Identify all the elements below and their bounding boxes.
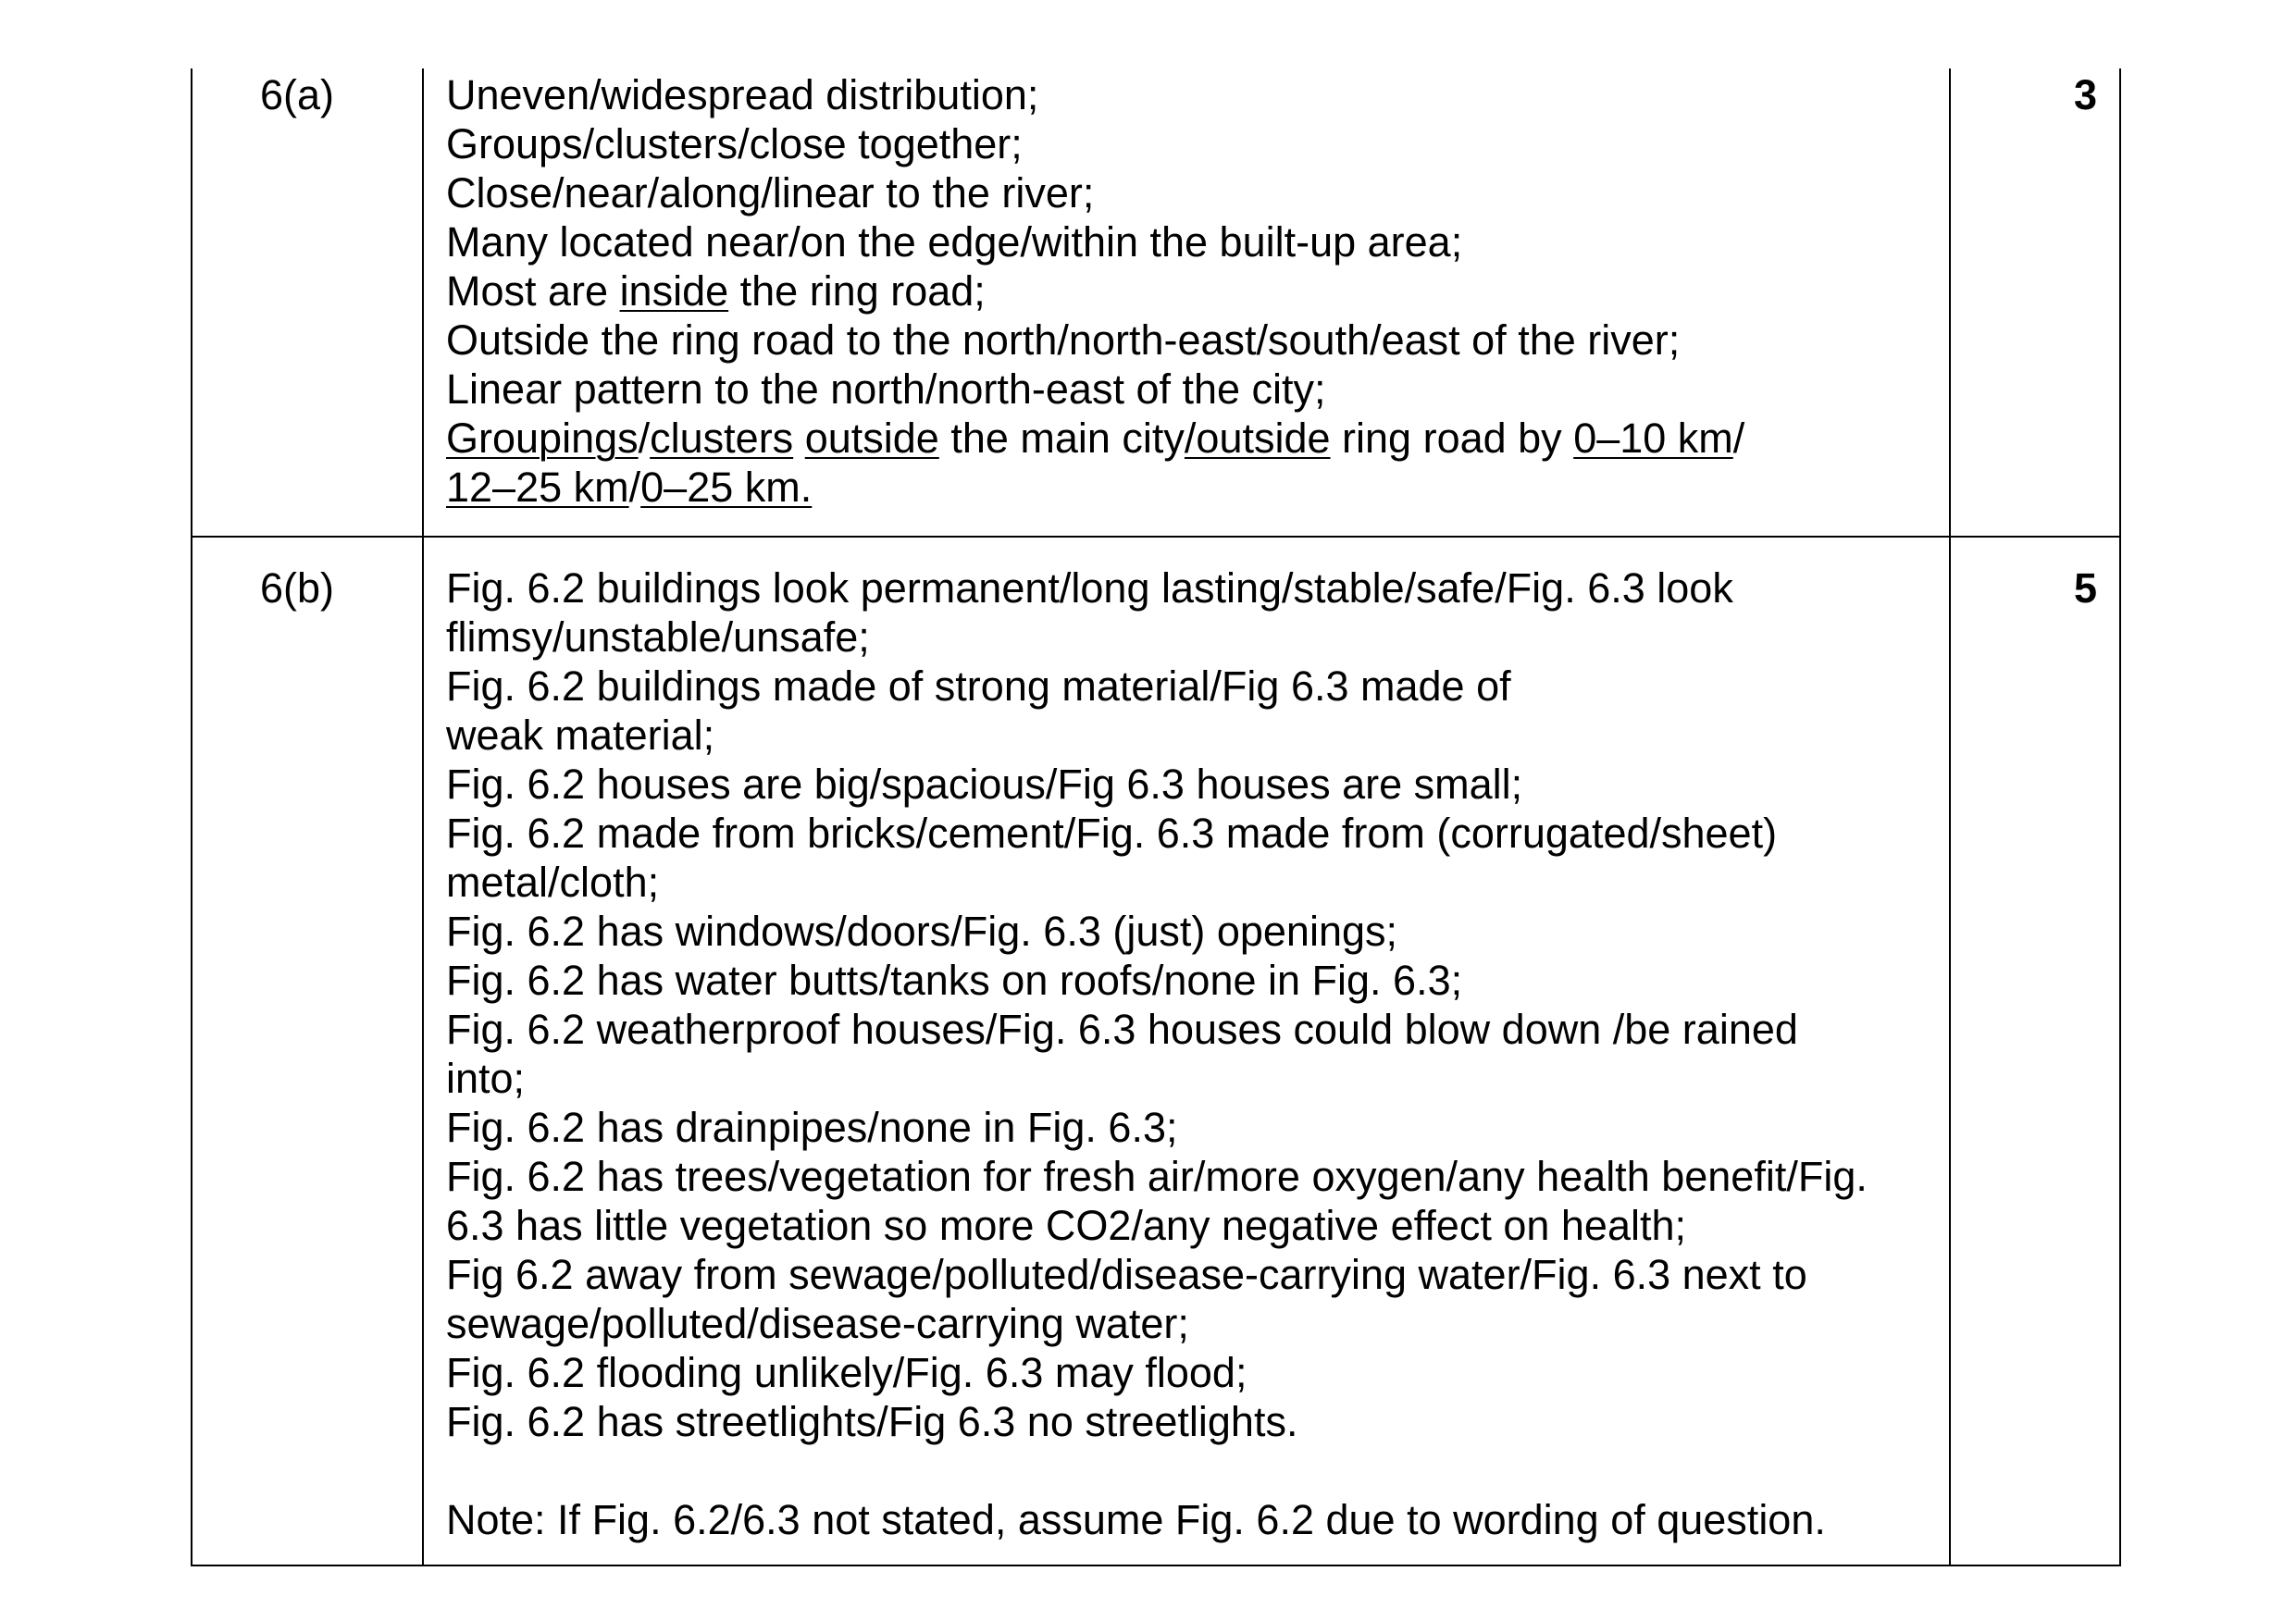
question-number: 6(b)	[259, 564, 335, 612]
answer-line: Fig. 6.2 houses are big/spacious/Fig 6.3 houses are small;	[446, 761, 1523, 808]
underlined-term: /outside	[1184, 415, 1331, 462]
mark-scheme-table	[191, 68, 2121, 1566]
answer-line: Many located near/on the edge/within the built-up area;	[446, 218, 1463, 266]
answer-line: flimsy/unstable/unsafe;	[446, 613, 870, 661]
answer-line: Fig. 6.2 has trees/vegetation for fresh air/more oxygen/any health benefit/Fig.	[446, 1153, 1868, 1200]
answer-line: Outside the ring road to the north/north-east/south/east of the river;	[446, 316, 1681, 364]
underlined-term: outside	[804, 415, 939, 462]
answer-line: Fig. 6.2 has streetlights/Fig 6.3 no streetlights.	[446, 1398, 1298, 1445]
answer-line: Fig. 6.2 has windows/doors/Fig. 6.3 (just) openings;	[446, 908, 1398, 955]
underlined-term: clusters	[650, 415, 794, 462]
spacer	[446, 1446, 1930, 1495]
marks-cell	[1950, 537, 2120, 1565]
answer-line: Linear pattern to the north/north-east of the city;	[446, 365, 1326, 413]
underlined-term: 0–25 km.	[640, 464, 813, 511]
answer-line: Fig 6.2 away from sewage/polluted/disease-carrying water/Fig. 6.3 next to	[446, 1251, 1807, 1298]
text-segment	[793, 415, 805, 462]
text-segment: the main city	[938, 415, 1185, 462]
text-segment: the ring road;	[728, 267, 986, 315]
underlined-term: inside	[619, 267, 729, 315]
answer-cell	[423, 68, 1950, 537]
answer-line	[446, 414, 1930, 463]
answer-line: weak material;	[446, 712, 715, 759]
underlined-term: 12–25 km	[446, 464, 629, 511]
answer-line: into;	[446, 1055, 526, 1102]
marking-note: Note: If Fig. 6.2/6.3 not stated, assume Fig. 6.2 due to wording of question.	[446, 1496, 1826, 1543]
answer-line: Close/near/along/linear to the river;	[446, 169, 1095, 217]
question-cell	[192, 537, 423, 1565]
table-row-6a	[192, 68, 2120, 537]
text-segment: /	[628, 464, 641, 511]
marks-value: 5	[2073, 564, 2097, 612]
question-number: 6(a)	[259, 71, 335, 118]
text-segment: /	[1732, 415, 1745, 462]
marks-value: 3	[2073, 71, 2097, 118]
answer-line: sewage/polluted/disease-carrying water;	[446, 1300, 1189, 1347]
answer-line: Fig. 6.2 flooding unlikely/Fig. 6.3 may flood;	[446, 1349, 1247, 1396]
answer-line: Fig. 6.2 has water butts/tanks on roofs/none in Fig. 6.3;	[446, 957, 1463, 1004]
answer-line: Fig. 6.2 made from bricks/cement/Fig. 6.3 made from (corrugated/sheet)	[446, 810, 1778, 857]
answer-line: Fig. 6.2 buildings look permanent/long lasting/stable/safe/Fig. 6.3 look	[446, 564, 1733, 612]
marks-cell	[1950, 68, 2120, 537]
question-cell	[192, 68, 423, 537]
answer-line: Fig. 6.2 buildings made of strong material/Fig 6.3 made of	[446, 662, 1511, 710]
underlined-term: 0–10 km	[1573, 415, 1733, 462]
answer-line	[446, 266, 1930, 316]
answer-line: Uneven/widespread distribution;	[446, 71, 1039, 118]
table-row-6b	[192, 537, 2120, 1565]
answer-line: Groups/clusters/close together;	[446, 120, 1023, 167]
underlined-term: Groupings	[446, 415, 639, 462]
answer-line: Fig. 6.2 has drainpipes/none in Fig. 6.3;	[446, 1104, 1178, 1151]
answer-line	[446, 463, 1930, 512]
text-segment: ring road by	[1330, 415, 1574, 462]
answer-line: 6.3 has little vegetation so more CO2/any negative effect on health;	[446, 1202, 1687, 1249]
text-segment: /	[638, 415, 651, 462]
answer-cell	[423, 537, 1950, 1565]
answer-line: metal/cloth;	[446, 859, 660, 906]
answer-line: Fig. 6.2 weatherproof houses/Fig. 6.3 houses could blow down /be rained	[446, 1006, 1798, 1053]
text-segment: Most are	[446, 267, 620, 315]
